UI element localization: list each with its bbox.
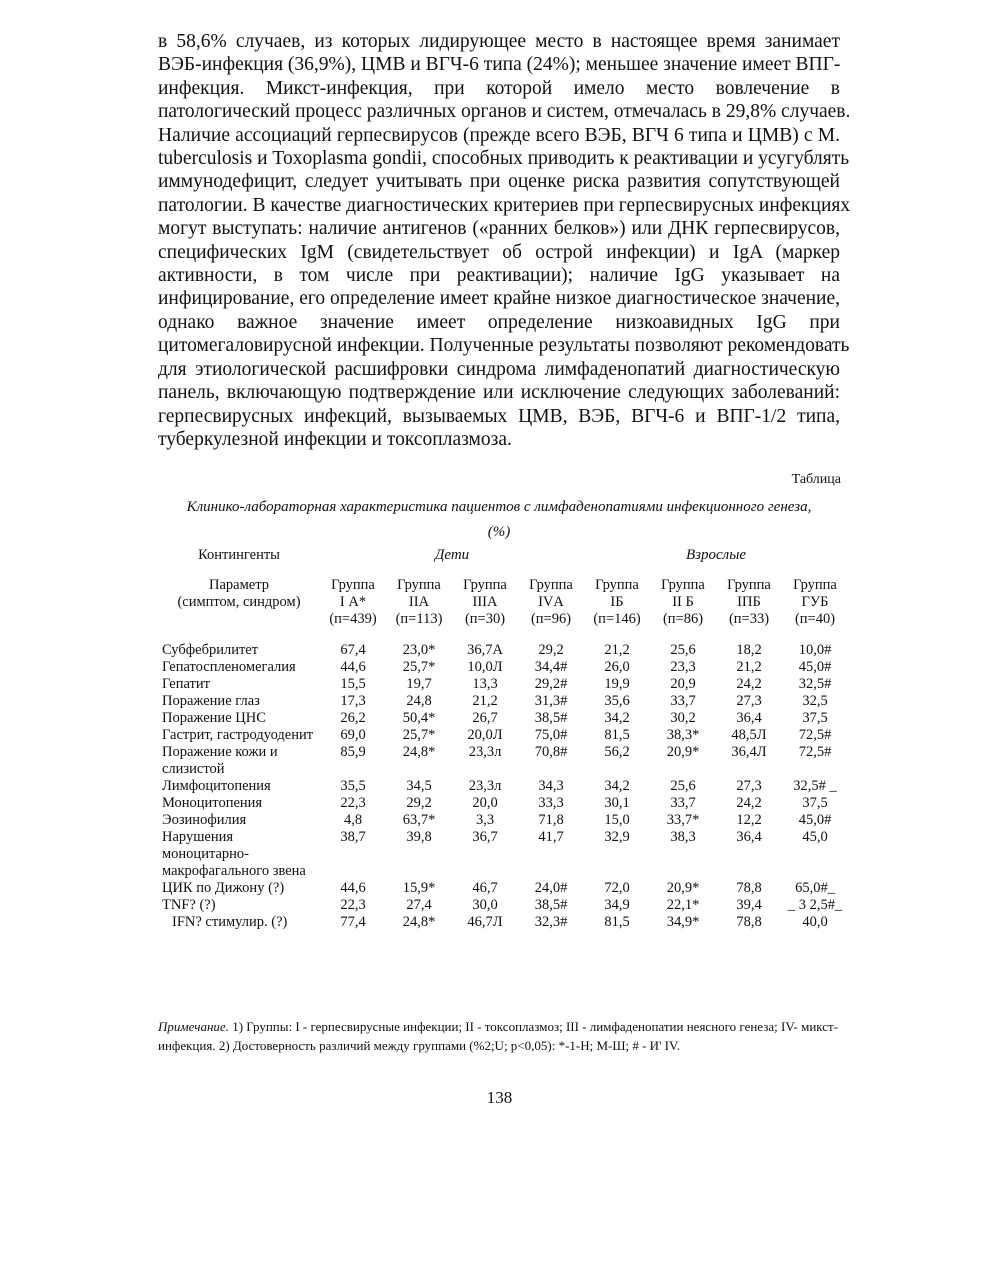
- body-line: активности, в том числе при реактивации); наличие IgG указывает на: [158, 265, 840, 287]
- cell-value: 15,5: [340, 676, 366, 692]
- cell-value: 34,2: [604, 778, 630, 794]
- cell-value: 24,2: [736, 676, 762, 692]
- row-param: Лимфоцитопения: [162, 778, 271, 794]
- body-text: [158, 30, 851, 451]
- column-header-line: (п=86): [662, 611, 704, 627]
- column-header-line: (п=40): [794, 611, 836, 627]
- caption-line-2: (%): [487, 524, 511, 540]
- cell-value: 36,7А: [467, 642, 503, 658]
- cell-value: 72,0: [604, 880, 630, 896]
- table-row: [158, 812, 848, 829]
- cell-value: 34,9: [604, 897, 630, 913]
- data-table: [158, 547, 848, 931]
- cell-value: 20,0: [472, 795, 498, 811]
- row-param: Гепатит: [162, 676, 210, 692]
- cell-value: 44,6: [340, 880, 366, 896]
- cell-value: 35,5: [340, 778, 366, 794]
- cell-value: 65,0#_: [795, 880, 835, 896]
- table-row: [158, 914, 848, 931]
- cell-value: 32,3#: [534, 914, 568, 930]
- column-header-line: Группа: [529, 577, 573, 593]
- column-header: [782, 577, 848, 642]
- table-row: [158, 642, 848, 659]
- cell-value: 23,3л: [468, 778, 502, 794]
- cell-value: 25,7*: [402, 659, 436, 675]
- column-header-line: Группа: [397, 577, 441, 593]
- cell-value: 71,8: [538, 812, 564, 828]
- cell-value: 21,2: [472, 693, 498, 709]
- column-header-line: IПБ: [737, 594, 761, 610]
- note-label: Примечание.: [158, 1019, 229, 1034]
- row-param: Поражение ЦНС: [162, 710, 266, 726]
- column-header: [650, 577, 716, 642]
- cell-value: 31,3#: [534, 693, 568, 709]
- cell-value: 38,7: [340, 829, 366, 845]
- cell-value: 29,2#: [534, 676, 568, 692]
- cell-value: _ 3 2,5#_: [787, 897, 843, 913]
- table-row: [158, 744, 848, 778]
- column-header: [386, 577, 452, 642]
- column-header-line: (п=146): [593, 611, 641, 627]
- cell-value: 46,7Л: [467, 914, 503, 930]
- column-header-line: (п=113): [395, 611, 443, 627]
- cell-value: 36,7: [472, 829, 498, 845]
- cell-value: 38,5#: [534, 710, 568, 726]
- cell-value: 40,0: [802, 914, 828, 930]
- cell-value: 10,0Л: [467, 659, 503, 675]
- column-header-line: Группа: [661, 577, 705, 593]
- table-note: [158, 1017, 848, 1055]
- body-line: Наличие ассоциаций герпесвирусов (прежде всего ВЭБ, ВГЧ 6 типа и ЦМВ) с M.: [158, 124, 840, 146]
- row-param: Моноцитопения: [162, 795, 263, 811]
- adults-group-label: Взрослые: [685, 547, 747, 563]
- row-param: Поражение кожи и слизистой: [162, 744, 278, 777]
- cell-value: 63,7*: [402, 812, 436, 828]
- row-param: Субфебрилитет: [162, 642, 259, 658]
- cell-value: 23,3л: [468, 744, 502, 760]
- row-param: Эозинофилия: [162, 812, 247, 828]
- cell-value: 4,8: [343, 812, 363, 828]
- table-body: [158, 642, 848, 931]
- cell-value: 20,9: [670, 676, 696, 692]
- cell-value: 12,2: [736, 812, 762, 828]
- cell-value: 35,6: [604, 693, 630, 709]
- cell-value: 22,3: [340, 795, 366, 811]
- cell-value: 78,8: [736, 914, 762, 930]
- cell-value: 30,1: [604, 795, 630, 811]
- cell-value: 27,4: [406, 897, 432, 913]
- row-param: Нарушения моноцитарно-макрофагального звена: [162, 829, 306, 879]
- cell-value: 30,2: [670, 710, 696, 726]
- body-line: tuberculosis и Toxoplasma gondii, способных приводить к реактивации и усугублять: [158, 148, 850, 170]
- column-header: [584, 577, 650, 642]
- note-text: 1) Группы: I - герпесвирусные инфекции; II - токсоплазмоз; III - лимфаденопатии неясного генеза; IV- микст-инфекция. 2) Достоверность различий между группами (%2;U; p<0,05): *-1-Н; М-Ш; # - И' IV.: [158, 1019, 839, 1053]
- cell-value: 36,4Л: [731, 744, 767, 760]
- table-row: [158, 880, 848, 897]
- cell-value: 32,5: [802, 693, 828, 709]
- table-row: [158, 676, 848, 693]
- param-header: [158, 577, 320, 642]
- column-header-line: Группа: [793, 577, 837, 593]
- cell-value: 75,0#: [534, 727, 568, 743]
- cell-value: 26,7: [472, 710, 498, 726]
- cell-value: 69,0: [340, 727, 366, 743]
- cell-value: 38,5#: [534, 897, 568, 913]
- table-row: [158, 659, 848, 676]
- column-header: [320, 577, 386, 642]
- cell-value: 23,0*: [402, 642, 436, 658]
- cell-value: 24,8: [406, 693, 432, 709]
- cell-value: 34,9*: [666, 914, 700, 930]
- body-line: в 58,6% случаев, из которых лидирующее место в настоящее время занимает: [158, 31, 840, 52]
- column-header: [452, 577, 518, 642]
- cell-value: 22,1*: [666, 897, 700, 913]
- table-row: [158, 710, 848, 727]
- column-header-line: IIА: [408, 594, 430, 610]
- column-header-line: (п=30): [464, 611, 506, 627]
- page-number: 138: [486, 1088, 513, 1107]
- body-line: инфекция. Микст-инфекция, при которой имело место вовлечение в: [158, 77, 840, 99]
- column-header-line: ГУБ: [801, 594, 829, 610]
- cell-value: 22,3: [340, 897, 366, 913]
- cell-value: 3,3: [475, 812, 495, 828]
- cell-value: 41,7: [538, 829, 564, 845]
- cell-value: 19,9: [604, 676, 630, 692]
- cell-value: 36,4: [736, 710, 762, 726]
- cell-value: 30,0: [472, 897, 498, 913]
- cell-value: 20,0Л: [467, 727, 503, 743]
- body-line: туберкулезной инфекции и токсоплазмоза.: [158, 428, 512, 450]
- cell-value: 25,6: [670, 642, 696, 658]
- cell-value: 46,7: [472, 880, 498, 896]
- table-row: [158, 727, 848, 744]
- column-header-line: (п=96): [530, 611, 572, 627]
- cell-value: 45,0#: [798, 812, 832, 828]
- row-param: ЦИК по Дижону (?): [162, 880, 285, 896]
- cell-value: 67,4: [340, 642, 366, 658]
- param-header-line: (симптом, синдром): [177, 594, 301, 610]
- cell-value: 50,4*: [402, 710, 436, 726]
- column-header-line: Группа: [595, 577, 639, 593]
- children-group-label: Дети: [434, 547, 470, 563]
- column-header-line: (п=439): [329, 611, 377, 627]
- cell-value: 81,5: [604, 727, 630, 743]
- table-row: [158, 795, 848, 812]
- column-header-line: IIIА: [472, 594, 498, 610]
- column-header-line: I А*: [339, 594, 367, 610]
- cell-value: 32,5# _: [793, 778, 837, 794]
- cell-value: 25,6: [670, 778, 696, 794]
- cell-value: 45,0#: [798, 659, 832, 675]
- cell-value: 15,9*: [402, 880, 436, 896]
- cell-value: 72,5#: [798, 744, 832, 760]
- header-row: [158, 577, 848, 642]
- cell-value: 33,7*: [666, 812, 700, 828]
- cell-value: 78,8: [736, 880, 762, 896]
- caption-line-1: Клинико-лабораторная характеристика пациентов с лимфаденопатиями инфекционного генеза,: [186, 499, 812, 515]
- cell-value: 37,5: [802, 795, 828, 811]
- group-row: [158, 547, 848, 577]
- cell-value: 77,4: [340, 914, 366, 930]
- table-row: [158, 897, 848, 914]
- body-line: однако важное значение имеет определение низкоавидных IgG при: [158, 311, 840, 333]
- column-header-line: IVА: [538, 594, 564, 610]
- table-row: [158, 693, 848, 710]
- cell-value: 26,0: [604, 659, 630, 675]
- cell-value: 13,3: [472, 676, 498, 692]
- cell-value: 39,8: [406, 829, 432, 845]
- table-caption: [158, 495, 840, 545]
- body-line: специфических IgM (свидетельствует об острой инфекции) и IgA (маркер: [158, 241, 840, 263]
- param-header-line: Параметр: [209, 577, 269, 593]
- table-row: [158, 829, 848, 880]
- cell-value: 34,5: [406, 778, 432, 794]
- cell-value: 20,9*: [666, 880, 700, 896]
- table-label: Таблица: [791, 472, 841, 487]
- cell-value: 81,5: [604, 914, 630, 930]
- cell-value: 56,2: [604, 744, 630, 760]
- cell-value: 33,7: [670, 693, 696, 709]
- cell-value: 85,9: [340, 744, 366, 760]
- body-line: герпесвирусных инфекций, вызываемых ЦМВ, ВЭБ, ВГЧ-6 и ВПГ-1/2 типа,: [158, 405, 840, 427]
- cell-value: 34,2: [604, 710, 630, 726]
- cell-value: 37,5: [802, 710, 828, 726]
- column-header-line: IБ: [610, 594, 624, 610]
- cell-value: 45,0: [802, 829, 828, 845]
- row-param: IFN? стимулир. (?): [172, 914, 288, 930]
- table-row: [158, 778, 848, 795]
- cell-value: 72,5#: [798, 727, 832, 743]
- body-line: ВЭБ-инфекция (36,9%), ЦМВ и ВГЧ-6 типа (24%); меньшее значение имеет ВПГ-: [158, 54, 841, 76]
- cell-value: 29,2: [406, 795, 432, 811]
- cell-value: 48,5Л: [731, 727, 767, 743]
- body-line: панель, включающую подтверждение или исключение следующих заболеваний:: [158, 382, 840, 404]
- cell-value: 38,3: [670, 829, 696, 845]
- column-header-line: Группа: [727, 577, 771, 593]
- cell-value: 20,9*: [666, 744, 700, 760]
- body-line: патологии. В качестве диагностических критериев при герпесвирусных инфекциях: [158, 194, 851, 216]
- cell-value: 33,7: [670, 795, 696, 811]
- cell-value: 10,0#: [798, 642, 832, 658]
- column-header-line: Группа: [463, 577, 507, 593]
- cell-value: 26,2: [340, 710, 366, 726]
- body-line: цитомегаловирусной инфекции. Полученные результаты позволяют рекомендовать: [158, 335, 850, 357]
- column-header-line: Группа: [331, 577, 375, 593]
- body-line: для этиологической расшифровки синдрома лимфаденопатий диагностическую: [158, 358, 840, 380]
- column-header-line: (п=33): [728, 611, 770, 627]
- cell-value: 27,3: [736, 778, 762, 794]
- cell-value: 34,4#: [534, 659, 568, 675]
- cell-value: 19,7: [406, 676, 432, 692]
- cell-value: 24,8*: [402, 744, 436, 760]
- cell-value: 15,0: [604, 812, 630, 828]
- body-line: инфицирование, его определение имеет крайне низкое диагностическое значение,: [158, 288, 840, 310]
- row-param: TNF? (?): [162, 897, 216, 913]
- cell-value: 18,2: [736, 642, 762, 658]
- row-param: Гепатоспленомегалия: [162, 659, 296, 675]
- body-line: патологический процесс различных органов и систем, отмечалась в 29,8% случаев.: [158, 101, 851, 123]
- column-header: [716, 577, 782, 642]
- cell-value: 21,2: [736, 659, 762, 675]
- cell-value: 24,8*: [402, 914, 436, 930]
- cell-value: 25,7*: [402, 727, 436, 743]
- row-param: Гастрит, гастродуоденит: [162, 727, 314, 743]
- cell-value: 70,8#: [534, 744, 568, 760]
- cell-value: 38,3*: [666, 727, 700, 743]
- body-line: иммунодефицит, следует учитывать при оценке риска развития сопутствующей: [158, 171, 840, 193]
- column-header-line: II Б: [672, 594, 694, 610]
- cell-value: 17,3: [340, 693, 366, 709]
- body-line: могут выступать: наличие антигенов («ранних белков») или ДНК герпесвирусов,: [158, 218, 840, 240]
- contingents-label: Контингенты: [198, 547, 280, 563]
- cell-value: 32,5#: [798, 676, 832, 692]
- row-param: Поражение глаз: [162, 693, 260, 709]
- cell-value: 29,2: [538, 642, 564, 658]
- cell-value: 33,3: [538, 795, 564, 811]
- cell-value: 44,6: [340, 659, 366, 675]
- cell-value: 24,0#: [534, 880, 568, 896]
- cell-value: 36,4: [736, 829, 762, 845]
- column-header: [518, 577, 584, 642]
- cell-value: 27,3: [736, 693, 762, 709]
- cell-value: 32,9: [604, 829, 630, 845]
- cell-value: 23,3: [670, 659, 696, 675]
- cell-value: 21,2: [604, 642, 630, 658]
- cell-value: 39,4: [736, 897, 762, 913]
- cell-value: 34,3: [538, 778, 564, 794]
- cell-value: 24,2: [736, 795, 762, 811]
